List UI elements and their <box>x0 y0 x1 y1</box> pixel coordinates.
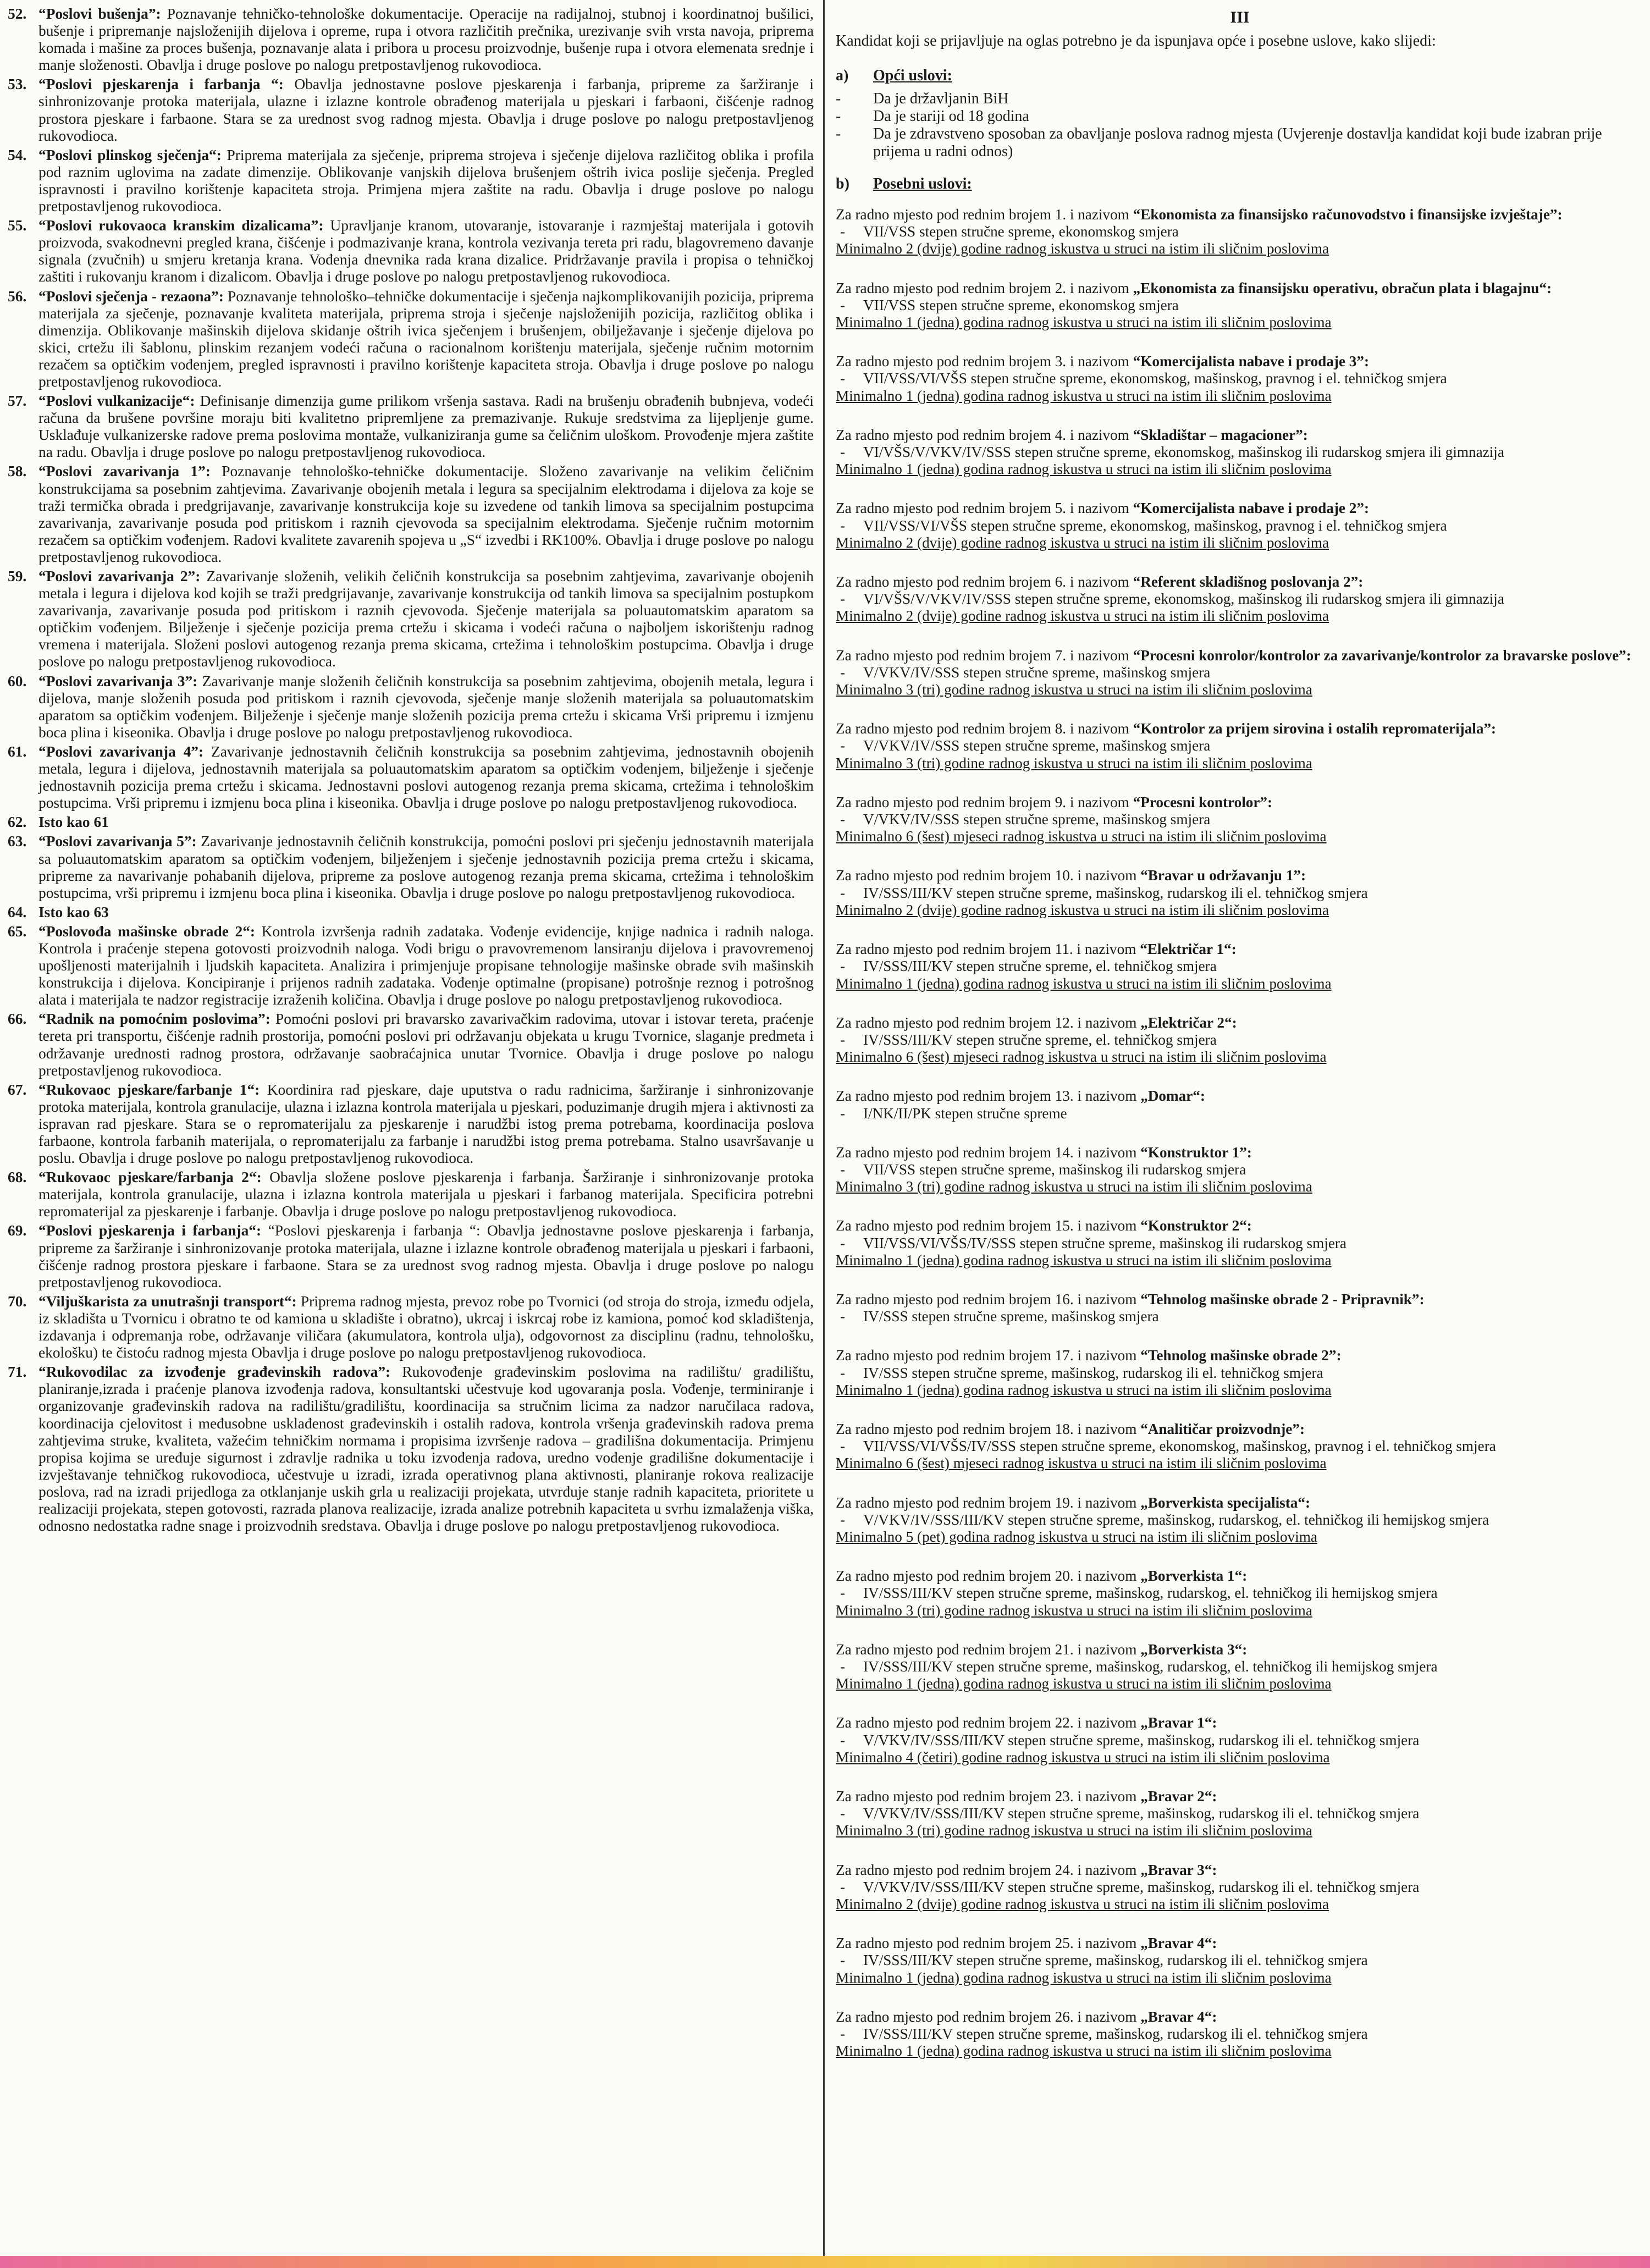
job-body <box>38 1081 814 1167</box>
job-title: “Poslovi pjeskarenja i farbanja “: <box>38 76 295 93</box>
position-prefix: Za radno mjesto pod rednim brojem 15. i nazivom <box>836 1217 1141 1234</box>
position-requirement <box>836 1421 1644 1472</box>
position-requirement <box>836 1935 1644 1986</box>
position-qualification: - IV/SSS/III/KV stepen stručne spreme, el. tehničkog smjera <box>840 958 1217 975</box>
job-description <box>8 1081 814 1167</box>
position-requirement <box>836 1862 1644 1913</box>
position-qualification: - IV/SSS/III/KV stepen stručne spreme, mašinskog, rudarskog ili el. tehničkog smjera <box>840 2026 1368 2043</box>
position-name: “Komercijalista nabave i prodaje 3”: <box>1133 353 1370 370</box>
position-name: “Električar 1“: <box>1140 941 1237 958</box>
positions-list <box>836 206 1644 2060</box>
position-requirement <box>836 867 1644 919</box>
job-text: Upravljanje kranom, utovaranje, istovaranje i razmještaj materijala i gotovih proizvoda, svakodnevni pregled krana, čišćenje i podmazivanje krana, kontrola vezivanja tereta pri radu, blagovremeno davanje signala (zvučnih) u smjeru kretanja krana. Vođenja dnevnika rada krana dizalice. Pridržavanje pravila i propisa o tehničkoj zaštiti i rukovanju kranom i dizalicom. Obavlja i druge poslove po nalogu pretpostavljenog rukovodioca. <box>38 217 814 285</box>
job-description <box>8 743 814 812</box>
job-body <box>38 147 814 215</box>
job-body <box>38 393 814 461</box>
position-experience: Minimalno 5 (pet) godina radnog iskustva u struci na istim ili sličnim poslovima <box>836 1528 1317 1545</box>
job-description <box>8 673 814 741</box>
position-requirement <box>836 1014 1644 1066</box>
position-requirement <box>836 500 1644 551</box>
position-header <box>836 1144 1644 1161</box>
job-number: 65. <box>8 923 27 940</box>
position-requirement <box>836 647 1644 699</box>
position-header <box>836 1714 1644 1731</box>
position-header <box>836 1641 1644 1658</box>
job-text: Zavarivanje manje složenih čeličnih konstrukcija sa posebnim zahtjevima, obojenih metala, legura i dijelova, manje složenih posuda pod pritiskom i raznih cjevovoda, sječenje manje složenih materijala sa poluautomatskim aparatom sa optičkim vođenjem. Bilježenje i sječenje manje složenih pozicija prema crtežu i skicama Vrši pripremu i izmjenu boca plina i kiseonika. Obavlja i druge poslove po nalogu pretpostavljenog rukovodioca. <box>38 672 814 741</box>
job-number: 59. <box>8 568 27 584</box>
position-prefix: Za radno mjesto pod rednim brojem 14. i nazivom <box>836 1144 1141 1161</box>
position-requirement <box>836 1494 1644 1546</box>
job-title: “Poslovi rukovaoca kranskim dizalicama”: <box>38 217 330 234</box>
position-requirement <box>836 573 1644 625</box>
job-title: “Poslovi zavarivanja 3”: <box>38 672 202 689</box>
job-number: 62. <box>8 814 27 831</box>
job-number: 64. <box>8 903 27 920</box>
job-description <box>8 833 814 901</box>
position-experience: Minimalno 1 (jedna) godina radnog iskustva u struci na istim ili sličnim poslovima <box>836 1381 1332 1398</box>
job-text: “Poslovi pjeskarenja i farbanja “: Obavlja jednostavne poslove pjeskarenja i farbanja, pripreme za šaržiranje i sinhronizovanje protoka materijala, ulazne i izlazne kontrole obrađenog materijala u pjeskari i farbaoni, čišćenje radnog prostora pjeskare i farbaone. Stara se za urednost svog radnog mjesta. Obavlja i druge poslove po nalogu pretpostavljenog rukovodioca. <box>38 1222 814 1290</box>
job-title: “Poslovi zavarivanja 1”: <box>38 463 222 480</box>
position-header <box>836 280 1644 297</box>
job-text: Zavarivanje jednostavnih čeličnih konstrukcija, pomoćni poslovi pri sječenju jednostavnih materijala sa poluautomatskim aparatom sa optičkim vođenjem, bilježenjem i sječenje jednostavnih pozicija prema crtežu i skicama, pripreme za navarivanje pohabanih dijelova, pripreme za poslove autogenog rezanja prema skicama, crtežima i tehnološkim postupcima, vrši pripremu i izmjenu boca plina i kiseonika. Obavlja i druge poslove po nalogu pretpostavljenog rukovodioca. <box>38 833 814 901</box>
position-header <box>836 647 1644 664</box>
job-title: “Poslovi zavarivanja 4”: <box>38 743 211 760</box>
position-qualification: - VII/VSS stepen stručne spreme, ekonomskog smjera <box>840 223 1179 240</box>
special-conditions-title: Posebni uslovi: <box>873 175 972 192</box>
position-name: „Borverkista 3“: <box>1140 1641 1248 1658</box>
job-description <box>8 1169 814 1220</box>
position-prefix: Za radno mjesto pod rednim brojem 21. i nazivom <box>836 1641 1141 1658</box>
job-body <box>38 673 814 741</box>
job-number: 56. <box>8 288 27 305</box>
position-experience: Minimalno 3 (tri) godine radnog iskustva u struci na istim ili sličnim poslovima <box>836 681 1312 698</box>
job-body <box>38 5 814 74</box>
job-text: Zavarivanje jednostavnih čeličnih konstrukcija sa posebnim zahtjevima, jednostavnih obojenih metala, legura i dijelova, jednostavnih materijala sa poluautomatskim aparatom sa optičkim vođenjem, bilježenje i sječenje jednostavnih pozicija prema crtežu i skicama. Jednostavni poslovi autogenog rezanja prema skicama, crtežima i tehnološkim postupcima. Vrši pripremu i izmjenu boca plina i kiseonika. Obavlja i druge poslove po nalogu pretpostavljenog rukovodioca. <box>38 743 814 812</box>
job-title: “Poslovi plinskog sječenja“: <box>38 146 227 163</box>
position-experience: Minimalno 2 (dvije) godine radnog iskustva u struci na istim ili sličnim poslovima <box>836 1896 1329 1913</box>
position-name: „Ekonomista za finansijsku operativu, obračun plata i blagajnu“: <box>1133 279 1552 296</box>
job-body <box>38 743 814 812</box>
position-header <box>836 1088 1644 1105</box>
job-text: Pomoćni poslovi pri bravarsko zavarivačkim radovima, utovar i istovar tereta, praćenje tereta pri transportu, čišćenje radnih prostorija, pomoćni poslovi pri održavanju objekata u krugu Tvornice, slaganje predmeta i održavanje urednosti radnog prostora, održavanje saobraćajnica unutar Tvornice. Obavlja i druge poslove po nalogu pretpostavljenog rukovodioca. <box>38 1011 814 1079</box>
position-prefix: Za radno mjesto pod rednim brojem 1. i nazivom <box>836 206 1133 223</box>
job-body <box>38 1364 814 1535</box>
position-qualification: - VII/VSS/VI/VŠS stepen stručne spreme, ekonomskog, mašinskog, pravnog i el. tehničkog smjera <box>840 370 1447 387</box>
job-text: Obavlja složene poslove pjeskarenja i farbanja. Šaržiranje i sinhronizovanje protoka materijala, kontrola granulacije, ulazna i izlazna kontrola materijala u pjeskari i farbanog materijala. Specificira potrebni repromaterijal za pjeskarenje i farbanje. Obavlja i druge poslove po nalogu pretpostavljenog rukovodioca. <box>38 1169 814 1220</box>
position-experience: Minimalno 1 (jedna) godina radnog iskustva u struci na istim ili sličnim poslovima <box>836 1251 1332 1268</box>
position-requirement <box>836 280 1644 332</box>
job-description <box>8 288 814 391</box>
position-requirement <box>836 1568 1644 1619</box>
job-description <box>8 147 814 215</box>
position-qualification: - IV/SSS stepen stručne spreme, mašinskog, rudarskog ili el. tehničkog smjera <box>840 1364 1323 1381</box>
job-body <box>38 1222 814 1290</box>
position-name: “Konstruktor 2“: <box>1140 1217 1252 1234</box>
position-qualification: - IV/SSS/III/KV stepen stručne spreme, mašinskog, rudarskog, el. tehničkog ili hemijskog smjera <box>840 1658 1438 1675</box>
job-title: “Poslovi vulkanizacije“: <box>38 393 200 410</box>
position-prefix: Za radno mjesto pod rednim brojem 22. i nazivom <box>836 1714 1141 1731</box>
position-qualification: - IV/SSS/III/KV stepen stručne spreme, mašinskog, rudarskog ili el. tehničkog smjera <box>840 1952 1368 1969</box>
general-conditions-heading <box>836 67 1644 85</box>
position-header <box>836 794 1644 811</box>
position-header <box>836 867 1644 884</box>
job-title: “Rukovaoc pjeskare/farbanje 1“: <box>38 1081 267 1098</box>
job-description <box>8 814 814 831</box>
position-requirement <box>836 1144 1644 1196</box>
position-header <box>836 427 1644 444</box>
job-body <box>38 288 814 391</box>
position-qualification: - V/VKV/IV/SSS/III/KV stepen stručne spreme, mašinskog, rudarskog ili el. tehničkog smjera <box>840 1805 1420 1822</box>
job-number: 70. <box>8 1293 27 1310</box>
position-experience: Minimalno 6 (šest) mjeseci radnog iskustva u struci na istim ili sličnim poslovima <box>836 828 1327 845</box>
section-title: III <box>1230 8 1250 26</box>
job-description <box>8 463 814 566</box>
special-conditions-label: b) <box>836 175 849 192</box>
position-requirement <box>836 427 1644 478</box>
position-experience: Minimalno 1 (jedna) godina radnog iskustva u struci na istim ili sličnim poslovima <box>836 461 1332 478</box>
position-header <box>836 1421 1644 1438</box>
job-number: 63. <box>8 833 27 850</box>
general-condition: - Da je državljanin BiH <box>836 90 1009 107</box>
position-prefix: Za radno mjesto pod rednim brojem 5. i nazivom <box>836 500 1133 517</box>
position-header <box>836 1347 1644 1364</box>
column-divider <box>823 0 825 2268</box>
position-qualification: - VII/VSS/VI/VŠS/IV/SSS stepen stručne spreme, mašinskog ili rudarskog smjera <box>840 1234 1347 1251</box>
position-prefix: Za radno mjesto pod rednim brojem 12. i nazivom <box>836 1014 1141 1031</box>
position-qualification: - V/VKV/IV/SSS stepen stručne spreme, mašinskog smjera <box>840 664 1211 681</box>
general-condition: - Da je stariji od 18 godina <box>836 108 1029 125</box>
job-number: 66. <box>8 1011 27 1028</box>
job-body <box>38 1293 814 1361</box>
position-prefix: Za radno mjesto pod rednim brojem 25. i nazivom <box>836 1935 1141 1952</box>
position-header <box>836 1291 1644 1308</box>
position-qualification: - IV/SSS/III/KV stepen stručne spreme, mašinskog, rudarskog, el. tehničkog ili hemijskog smjera <box>840 1585 1438 1602</box>
job-text: Poznavanje tehnološko-tehničke dokumentacije. Složeno zavarivanje na velikim čeličnim konstrukcijama sa posebnim zahtjevima. Zavarivanje obojenih metala i legura sa specijalnim elektrodama i dijelova za koje se traži termička obrada i predgrijavanje, zavarivanje konstrukcija koje su izvedene od tankih limova sa specijalnim postupcima zavarivanja, zavarivanje posuda pod pritiskom i raznih cjevovoda sa specijalnim elektrodama. Sječenje ručnim motornim rezačem sa optičkim vođenjem. Radovi kvalitete zavarenih spojeva u „S“ izvedbi i RK100%. Obavlja i druge poslove po nalogu pretpostavljenog rukovodioca. <box>38 463 814 565</box>
position-name: „Bravar 1“: <box>1140 1714 1217 1731</box>
position-requirement <box>836 2008 1644 2060</box>
job-text: Poznavanje tehnološko–tehničke dokumentacije i sječenja najkomplikovanijih pozicija, priprema materijala za sječenje, poznavanje kvaliteta materijala, priprema stroja i sječenje najsloženijih pozicija, različitog oblika i dimenzija. Oblikovanje mašinskih dijelova skidanje oštrih ivica sječenjem i brušenjem, obilježavanje i sječenje dijelova po skici, crtežu ili šablonu, plinskim rezanjem vodeći računa o racionalnom korištenju materijala, sječenje ručnim motornim rezačem sa optičkim vođenjem, pregled ispravnosti i pravilno korištenje kapaciteta stroja. Obavlja i druge poslove po nalogu pretpostavljenog rukovodioca. <box>38 288 814 390</box>
job-number: 61. <box>8 743 27 760</box>
position-qualification: - V/VKV/IV/SSS/III/KV stepen stručne spreme, mašinskog, rudarskog ili el. tehničkog smjera <box>840 1878 1420 1895</box>
position-requirement <box>836 1217 1644 1269</box>
position-experience: Minimalno 1 (jedna) godina radnog iskustva u struci na istim ili sličnim poslovima <box>836 2043 1332 2060</box>
position-header <box>836 353 1644 370</box>
job-body <box>38 904 814 921</box>
position-qualification: - VI/VŠS/V/VKV/IV/SSS stepen stručne spreme, ekonomskog, mašinskog ili rudarskog smjera ili gimnazija <box>840 591 1504 608</box>
job-description <box>8 923 814 1008</box>
position-name: “Komercijalista nabave i prodaje 2”: <box>1133 500 1370 517</box>
position-prefix: Za radno mjesto pod rednim brojem 18. i nazivom <box>836 1420 1141 1437</box>
position-prefix: Za radno mjesto pod rednim brojem 6. i nazivom <box>836 573 1133 591</box>
position-prefix: Za radno mjesto pod rednim brojem 8. i nazivom <box>836 720 1133 737</box>
position-qualification: - IV/SSS stepen stručne spreme, mašinskog smjera <box>840 1308 1159 1325</box>
position-prefix: Za radno mjesto pod rednim brojem 2. i nazivom <box>836 279 1133 296</box>
job-title: “Radnik na pomoćnim poslovima”: <box>38 1011 276 1028</box>
position-prefix: Za radno mjesto pod rednim brojem 13. i nazivom <box>836 1088 1141 1105</box>
position-experience: Minimalno 2 (dvije) godine radnog iskustva u struci na istim ili sličnim poslovima <box>836 240 1329 257</box>
position-experience: Minimalno 3 (tri) godine radnog iskustva u struci na istim ili sličnim poslovima <box>836 1822 1312 1839</box>
position-header <box>836 720 1644 737</box>
position-qualification: - V/VKV/IV/SSS stepen stručne spreme, mašinskog smjera <box>840 811 1211 828</box>
position-prefix: Za radno mjesto pod rednim brojem 7. i nazivom <box>836 647 1133 664</box>
position-experience: Minimalno 1 (jedna) godina radnog iskustva u struci na istim ili sličnim poslovima <box>836 314 1332 331</box>
job-number: 60. <box>8 672 27 689</box>
job-description <box>8 1011 814 1079</box>
position-qualification: - VI/VŠS/V/VKV/IV/SSS stepen stručne spreme, ekonomskog, mašinskog ili rudarskog smjera ili gimnazija <box>840 444 1504 461</box>
job-descriptions-column <box>8 5 814 2249</box>
position-qualification: - V/VKV/IV/SSS/III/KV stepen stručne spreme, mašinskog, rudarskog ili el. tehničkog smjera <box>840 1731 1420 1748</box>
position-experience: Minimalno 1 (jedna) godina radnog iskustva u struci na istim ili sličnim poslovima <box>836 1969 1332 1986</box>
color-bar <box>0 2256 1650 2268</box>
position-qualification: - VII/VSS/VI/VŠS/IV/SSS stepen stručne spreme, ekonomskog, mašinskog, pravnog i el. tehničkog smjera <box>840 1438 1496 1455</box>
position-experience: Minimalno 1 (jedna) godina radnog iskustva u struci na istim ili sličnim poslovima <box>836 387 1332 404</box>
position-name: „Bravar 2“: <box>1140 1788 1217 1805</box>
position-requirement <box>836 1347 1644 1399</box>
position-experience: Minimalno 1 (jedna) godina radnog iskustva u struci na istim ili sličnim poslovima <box>836 1675 1332 1692</box>
job-title: “Poslovi bušenja”: <box>38 5 167 22</box>
job-number: 67. <box>8 1081 27 1098</box>
position-header <box>836 1494 1644 1511</box>
position-header <box>836 1217 1644 1234</box>
job-number: 52. <box>8 5 27 22</box>
position-name: “Procesni kontrolor”: <box>1133 793 1273 810</box>
position-requirement <box>836 720 1644 772</box>
job-description <box>8 393 814 461</box>
job-body <box>38 1011 814 1079</box>
position-requirement <box>836 353 1644 405</box>
position-header <box>836 1568 1644 1585</box>
position-prefix: Za radno mjesto pod rednim brojem 11. i nazivom <box>836 941 1140 958</box>
position-name: “Procesni konrolor/kontrolor za zavarivanje/kontrolor za bravarske poslove”: <box>1133 647 1631 664</box>
job-body <box>38 463 814 566</box>
job-description <box>8 1364 814 1535</box>
job-number: 69. <box>8 1222 27 1239</box>
position-experience: Minimalno 3 (tri) godine radnog iskustva u struci na istim ili sličnim poslovima <box>836 1178 1312 1195</box>
position-prefix: Za radno mjesto pod rednim brojem 3. i nazivom <box>836 353 1133 370</box>
position-header <box>836 206 1644 223</box>
position-prefix: Za radno mjesto pod rednim brojem 23. i nazivom <box>836 1788 1141 1805</box>
position-header <box>836 1014 1644 1031</box>
job-text: Priprema materijala za sječenje, priprema strojeva i sječenje dijelova različitog oblika i profila pod raznim uglovima na zadate dimenzije. Oblikovanje vanjskih dijelova brušenjem oštrih ivica poslije sječenja. Pregled ispravnosti i pravilno korištenje kapaciteta stroja. Primjena mjera zaštite na radu. Obavlja i druge poslove po nalogu pretpostavljenog rukovodioca. <box>38 146 814 215</box>
job-description <box>8 5 814 74</box>
position-qualification: - VII/VSS/VI/VŠS stepen stručne spreme, ekonomskog, mašinskog, pravnog i el. tehničkog smjera <box>840 517 1447 534</box>
position-qualification: - IV/SSS/III/KV stepen stručne spreme, el. tehničkog smjera <box>840 1031 1217 1048</box>
job-title: “Rukovodilac za izvođenje građevinskih radova”: <box>38 1364 402 1381</box>
position-qualification: - V/VKV/IV/SSS/III/KV stepen stručne spreme, mašinskog, rudarskog, el. tehničkog ili hemijskog smjera <box>840 1511 1489 1528</box>
position-requirement <box>836 1714 1644 1766</box>
position-requirement <box>836 206 1644 258</box>
position-requirement <box>836 1291 1644 1325</box>
position-requirement <box>836 794 1644 846</box>
position-requirement <box>836 941 1644 992</box>
position-experience: Minimalno 6 (šest) mjeseci radnog iskustva u struci na istim ili sličnim poslovima <box>836 1455 1327 1472</box>
requirements-intro: Kandidat koji se prijavljuje na oglas potrebno je da ispunjava opće i posebne uslove, kako slijedi: <box>836 32 1436 49</box>
job-number: 57. <box>8 393 27 410</box>
position-experience: Minimalno 3 (tri) godine radnog iskustva u struci na istim ili sličnim poslovima <box>836 754 1312 771</box>
position-name: “Tehnolog mašinske obrade 2”: <box>1140 1347 1342 1364</box>
job-number: 54. <box>8 146 27 163</box>
position-name: “Kontrolor za prijem sirovina i ostalih repromaterijala”: <box>1133 720 1497 737</box>
position-experience: Minimalno 1 (jedna) godina radnog iskustva u struci na istim ili sličnim poslovima <box>836 975 1332 992</box>
position-prefix: Za radno mjesto pod rednim brojem 20. i nazivom <box>836 1568 1141 1585</box>
job-body <box>38 217 814 285</box>
position-name: “Ekonomista za finansijsko računovodstvo i finansijske izvještaje”: <box>1133 206 1563 223</box>
position-requirement <box>836 1641 1644 1693</box>
position-name: „Bravar 4“: <box>1140 2008 1217 2025</box>
job-number: 68. <box>8 1169 27 1186</box>
job-text: Rukovođenje građevinskim poslovima na radilištu/ gradilištu, planiranje,izrada i praćenje planova izvođenja radova, konsultantski učestvuje kod ugovaranja posla. Vođenje, terminiranje i organizovanje građevinskih radova na radilištu/gradilištu, koordinacija sa stručnim licima za nadzor naručilaca radova, koordinacija cjelovitost i međusobne usklađenost građevinskih i ostalih radova, kontrola vršenja građevinskih radova prema zahtjevima struke, kvaliteta, važećim tehničkim normama i propisima izvršenje radova – gradilišna dokumentacija. Primjenu propisa kojima se uređuje sigurnost i zdravlje radnika u toku izvođenja radova, uredno vođenje gradilišne dokumentacije i izvještavanje tehničkog rukovodioca, učestvuje u izradi, izrada operativnog plana aktivnosti, planiranje rokova realizacije poslova, rad na izradi prijedloga za otklanjanje uskih grla u realizaciji projekata, utvrđuje stanje radnih kapaciteta, prioritete u realizaciji projekata, stepen gotovosti, razrada planova realizacije, izrada analize potrebnih kapaciteta u svrhu izmalaženja viška, odnosno nedostatka radne snage i proizvodnih sredstava. Obavlja i druge poslove po nalogu pretpostavljenog rukovodioca. <box>38 1364 814 1535</box>
job-title: Isto kao 61 <box>38 814 109 831</box>
special-conditions-heading <box>836 175 1644 193</box>
job-number: 53. <box>8 76 27 93</box>
position-header <box>836 500 1644 517</box>
job-title: “Poslovođa mašinske obrade 2“: <box>38 923 262 940</box>
job-description <box>8 217 814 285</box>
position-header <box>836 941 1644 958</box>
job-description <box>8 1293 814 1361</box>
job-text: Definisanje dimenzija gume prilikom vršenja sastava. Radi na brušenju obrađenih bubnjeva, vodeći računa da brušene površine moraju biti kvalitetno pripremljene za premazivanje. Rukuje sredstvima za lijepljenje gume. Usklađuje vulkanizerske radove prema poslovima montaže, vulkaniziranja gume sa čeličnim uloškom. Provođenje mjera zaštite na radu. Obavlja i druge poslove po nalogu pretpostavljenog rukovodioca. <box>38 393 814 461</box>
requirements-column <box>836 5 1644 2249</box>
position-name: „Bravar 3“: <box>1140 1861 1217 1878</box>
job-text: Kontrola izvršenja radnih zadataka. Vođenje evidencije, knjige nadnica i radnih naloga. Kontrola i praćenje stepena gotovosti proizvodnih naloga. Vodi brigu o pravovremenom lansiranju dijelova i pravovremenoj upošljenosti materijalnih i ljudskih kapaciteta. Analizira i primjenjuje propisane tehnologije mašinske obrade svih mašinskih konstrukcija i dijelova. Koncipiranje i prijenos radnih zadataka. Vođenje optimalne (propisane) potrošnje reznog i potrošnog alata i materijala te nadzor registracije izraženih količina. Obavlja i druge poslove po nalogu pretpostavljenog rukovodioca. <box>38 923 814 1008</box>
job-body <box>38 814 814 831</box>
position-prefix: Za radno mjesto pod rednim brojem 19. i nazivom <box>836 1494 1141 1511</box>
position-header <box>836 573 1644 591</box>
position-experience: Minimalno 2 (dvije) godine radnog iskustva u struci na istim ili sličnim poslovima <box>836 534 1329 551</box>
job-description <box>8 904 814 921</box>
position-prefix: Za radno mjesto pod rednim brojem 10. i nazivom <box>836 867 1141 884</box>
job-number: 55. <box>8 217 27 234</box>
position-name: “Konstruktor 1”: <box>1140 1144 1252 1161</box>
job-text: Poznavanje tehničko-tehnološke dokumentacije. Operacije na radijalnoj, stubnoj i koordinatnoj bušilici, bušenje i pripremanje najsloženijih dijelova i opreme, rupa i otvora različitih prečnika, urezivanje svih vrsta navoja, priprema komada i mašine za proces bušenja, poznavanje alata i pribora u procesu proizvodnje, bušenje rupa i otvora elemenata srednje i manje složenosti. Obavlja i druge poslove po nalogu pretpostavljenog rukovodioca. <box>38 5 814 74</box>
job-text: Priprema radnog mjesta, prevoz robe po Tvornici (od stroja do stroja, između odjela, iz skladišta u Tvornicu i obratno te od kamiona u skladište i obratno), ukrcaj i iskrcaj robe iz kamiona, pomoć kod skladištenja, izdavanja i odpremanja robe, održavanje viličara (akumulatora, kontrola ulja), odgovornost za disciplinu (radnu, tehnološku, ekološku) te čistoću radnog mjesta Obavlja i druge poslove po nalogu pretpostavljenog rukovodioca. <box>38 1293 814 1361</box>
job-number: 58. <box>8 463 27 480</box>
position-qualification: - V/VKV/IV/SSS stepen stručne spreme, mašinskog smjera <box>840 737 1211 754</box>
job-title: “Poslovi zavarivanja 2”: <box>38 568 207 584</box>
job-title: “Poslovi sječenja - rezaona”: <box>38 288 228 305</box>
position-experience: Minimalno 2 (dvije) godine radnog iskustva u struci na istim ili sličnim poslovima <box>836 608 1329 625</box>
position-qualification: - IV/SSS/III/KV stepen stručne spreme, mašinskog, rudarskog ili el. tehničkog smjera <box>840 884 1368 901</box>
position-name: “Referent skladišnog poslovanja 2”: <box>1133 573 1364 591</box>
position-header <box>836 1935 1644 1952</box>
position-header <box>836 1862 1644 1879</box>
position-header <box>836 2008 1644 2026</box>
job-body <box>38 76 814 144</box>
job-title: Isto kao 63 <box>38 903 109 920</box>
position-header <box>836 1788 1644 1805</box>
position-prefix: Za radno mjesto pod rednim brojem 24. i nazivom <box>836 1861 1141 1878</box>
position-qualification: - VII/VSS stepen stručne spreme, ekonomskog smjera <box>840 296 1179 313</box>
job-title: “Poslovi pjeskarenja i farbanja“: <box>38 1222 268 1239</box>
position-name: „Električar 2“: <box>1140 1014 1237 1031</box>
job-text: Zavarivanje složenih, velikih čeličnih konstrukcija sa posebnim zahtjevima, zavarivanje obojenih metala i legura i dijelova kod kojih se traži predgrijavanje, zavarivanje konstrukcija od tankih limova sa specijalnim postupkom zavarivanja, zavarivanje posuda pod pritiskom i raznih cjevovoda. Sječenje materijala sa poluautomatskim aparatom sa optičkim vođenjem. Bilježenje i sječenje pozicija prema crtežu i skicama i vodeći računa o najboljem iskorištenju radnog vremena i materijala. Složeni poslovi autogenog rezanja prema skicama, crtežima i tehnološkim postupcima. Obavlja i druge poslove po nalogu pretpostavljenog rukovodioca. <box>38 568 814 670</box>
general-conditions-label: a) <box>836 67 849 84</box>
position-qualification: - I/NK/II/PK stepen stručne spreme <box>840 1105 1067 1122</box>
job-title: “Rukovaoc pjeskare/farbanja 2“: <box>38 1169 270 1186</box>
general-conditions-list <box>836 90 1644 161</box>
position-name: “Skladištar – magacioner”: <box>1133 426 1308 443</box>
job-description <box>8 76 814 144</box>
position-prefix: Za radno mjesto pod rednim brojem 26. i nazivom <box>836 2008 1141 2025</box>
job-body <box>38 833 814 901</box>
position-prefix: Za radno mjesto pod rednim brojem 16. i nazivom <box>836 1290 1141 1307</box>
job-description <box>8 1222 814 1290</box>
job-body <box>38 568 814 671</box>
job-body <box>38 923 814 1008</box>
job-title: “Poslovi zavarivanja 5”: <box>38 833 201 850</box>
general-conditions-title: Opći uslovi: <box>873 67 952 84</box>
job-number: 71. <box>8 1364 27 1381</box>
position-experience: Minimalno 2 (dvije) godine radnog iskustva u struci na istim ili sličnim poslovima <box>836 901 1329 918</box>
position-experience: Minimalno 6 (šest) mjeseci radnog iskustva u struci na istim ili sličnim poslovima <box>836 1049 1327 1066</box>
job-description <box>8 568 814 671</box>
position-experience: Minimalno 3 (tri) godine radnog iskustva u struci na istim ili sličnim poslovima <box>836 1602 1312 1619</box>
position-name: “Bravar u održavanju 1”: <box>1140 867 1306 884</box>
job-text: Obavlja jednostavne poslove pjeskarenja i farbanja, pripreme za šaržiranje i sinhronizovanje protoka materijala, ulazne i izlazne kontrole obrađenog materijala u pjeskari i farbaoni, čišćenje radnog prostora pjeskare i farbaone. Stara se za urednost svog radnog mjesta. Obavlja i druge poslove po nalogu pretpostavljenog rukovodioca. <box>38 76 814 144</box>
general-condition: - Da je zdravstveno sposoban za obavljanje poslova radnog mjesta (Uvjerenje dostavlja kandidat koji bude izabran prije prijema u radni odnos) <box>836 125 1602 160</box>
position-prefix: Za radno mjesto pod rednim brojem 4. i nazivom <box>836 426 1133 443</box>
position-name: “Tehnolog mašinske obrade 2 - Pripravnik”: <box>1140 1290 1425 1307</box>
job-text: Koordinira rad pjeskare, daje uputstva o radu radnicima, šaržiranje i sinhronizovanje protoka materijala, kontrola granulacije, ulazna i izlazna kontrola materijala u pjeskari, poduzimanje drugih mjera i aktivnosti za ispravan rad pjeskare. Stara se o repromaterijalu za pjeskarenje i narudžbi istog prema potrebama, koordinacija poslova farbaone, kontrola farbanih materijala, o repromaterijalu za farbanje i narudžbi istog prema potrebama. Stalno usavršavanje u poslu. Obavlja i druge poslove po nalogu pretpostavljenog rukovodioca. <box>38 1081 814 1167</box>
job-title: “Viljuškarista za unutrašnji transport“: <box>38 1293 301 1310</box>
job-body <box>38 1169 814 1220</box>
position-name: „Borverkista specijalista“: <box>1140 1494 1311 1511</box>
position-requirement <box>836 1088 1644 1122</box>
position-name: „Domar“: <box>1140 1088 1205 1105</box>
position-requirement <box>836 1788 1644 1840</box>
position-name: „Borverkista 1“: <box>1140 1568 1248 1585</box>
position-prefix: Za radno mjesto pod rednim brojem 9. i nazivom <box>836 793 1133 810</box>
position-prefix: Za radno mjesto pod rednim brojem 17. i nazivom <box>836 1347 1141 1364</box>
position-experience: Minimalno 4 (četiri) godine radnog iskustva u struci na istim ili sličnim poslovima <box>836 1748 1330 1765</box>
position-qualification: - VII/VSS stepen stručne spreme, mašinskog ili rudarskog smjera <box>840 1161 1246 1178</box>
position-name: „Bravar 4“: <box>1140 1935 1217 1952</box>
position-name: “Analitičar proizvodnje”: <box>1140 1420 1305 1437</box>
